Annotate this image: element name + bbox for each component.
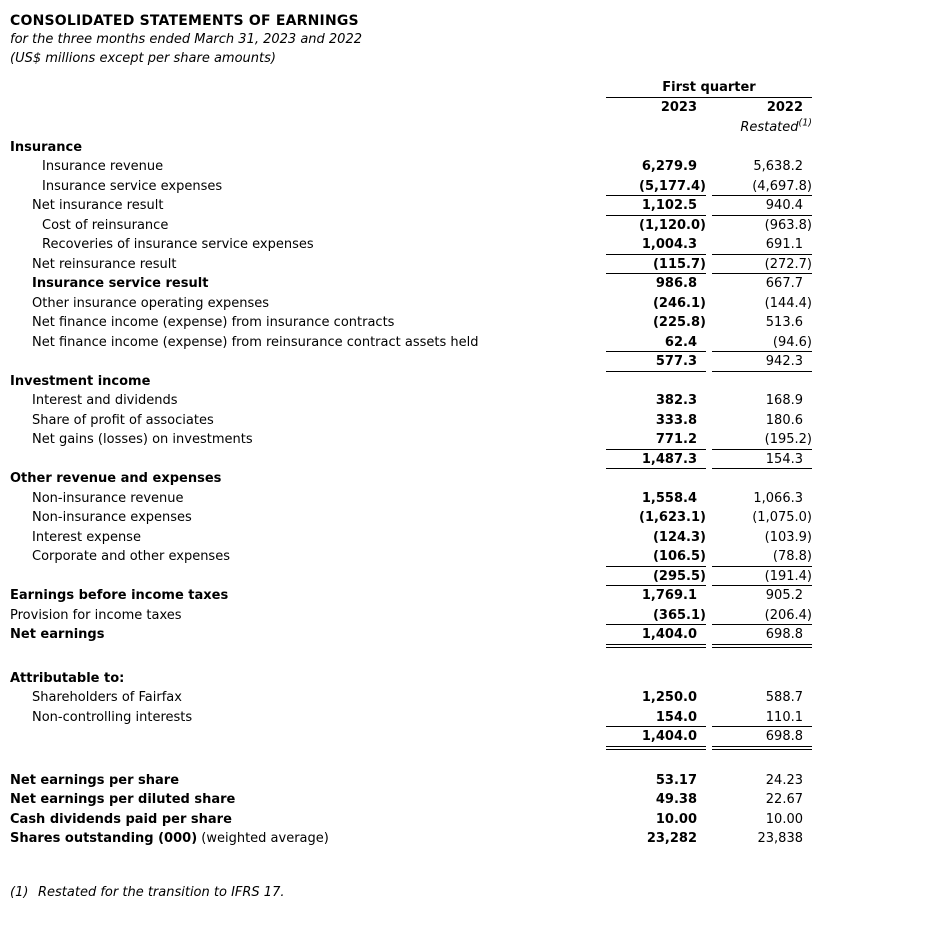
- table-row: [0, 333, 943, 353]
- row-label: [0, 216, 606, 236]
- row-label-text: Insurance: [10, 139, 83, 155]
- row-label: [0, 313, 606, 333]
- row-label-text: Insurance service result: [32, 276, 209, 291]
- row-label: [0, 708, 606, 728]
- table-row: [0, 157, 943, 177]
- value-2022: (272.7): [712, 255, 812, 275]
- value-2022: (78.8): [712, 547, 812, 567]
- units-subtitle: (US$ millions except per share amounts): [10, 50, 276, 66]
- row-label-text: Net earnings: [10, 627, 105, 642]
- value-2023: (295.5): [606, 567, 706, 587]
- row-label: [0, 688, 606, 708]
- row-label-text: Shares outstanding (000): [10, 831, 198, 846]
- table-row: [0, 352, 943, 372]
- row-label: [0, 829, 606, 849]
- value-2023: (115.7): [606, 255, 706, 275]
- restated-row: [0, 118, 943, 138]
- row-label: [0, 489, 606, 509]
- table-row: [0, 430, 943, 450]
- table-row: [0, 771, 943, 791]
- row-label: [0, 157, 606, 177]
- row-label-text: Share of profit of associates: [32, 412, 214, 428]
- value-2023: 577.3: [606, 352, 706, 372]
- row-label-text: Corporate and other expenses: [32, 549, 230, 564]
- footnote-marker: (1): [10, 884, 29, 900]
- value-2023: [606, 372, 706, 392]
- table-row: [0, 708, 943, 728]
- table-row: [0, 489, 943, 509]
- table-row: [0, 411, 943, 431]
- value-2022: 691.1: [712, 235, 812, 255]
- value-2022: 698.8: [712, 625, 812, 645]
- value-2022: [712, 669, 812, 689]
- value-2022: [712, 469, 812, 489]
- value-2022: 22.67: [765, 792, 803, 807]
- value-2022: 168.9: [765, 393, 803, 408]
- value-2023: 1,102.5: [606, 196, 706, 216]
- table-row: [0, 829, 943, 849]
- column-group-header: First quarter: [606, 78, 812, 98]
- row-label: [0, 771, 606, 791]
- value-2023: 23,282: [646, 831, 697, 846]
- row-label: [0, 294, 606, 314]
- table-row: [0, 727, 943, 747]
- row-label: [0, 255, 606, 275]
- row-label: [0, 528, 606, 548]
- row-label: [0, 567, 606, 587]
- value-2022: (206.4): [712, 606, 812, 626]
- value-2022: 698.8: [712, 727, 812, 747]
- value-2023: [606, 669, 706, 689]
- table-row: [0, 196, 943, 216]
- value-2022: 588.7: [765, 690, 803, 705]
- table-row: [0, 810, 943, 830]
- value-2022: (963.8): [764, 217, 812, 233]
- value-2023: 62.4: [606, 333, 706, 353]
- value-2022: 10.00: [765, 811, 803, 827]
- value-2023: (124.3): [652, 529, 706, 545]
- value-2023: 1,250.0: [641, 690, 697, 705]
- value-2023: 49.38: [655, 792, 697, 807]
- row-label: [0, 274, 606, 294]
- value-2022: (191.4): [712, 567, 812, 587]
- table-row: [0, 547, 943, 567]
- table-row: [0, 625, 943, 645]
- row-label: [0, 196, 606, 216]
- value-2023: [606, 138, 706, 158]
- table-row: [0, 528, 943, 548]
- row-label-text: Shareholders of Fairfax: [32, 690, 182, 705]
- row-label: [0, 235, 606, 255]
- value-2022: [712, 138, 812, 158]
- value-2022: 5,638.2: [753, 159, 803, 174]
- value-2023: 53.17: [655, 772, 697, 788]
- row-label-text: Interest expense: [32, 529, 141, 545]
- row-label-text: Cost of reinsurance: [42, 217, 169, 233]
- table-row: [0, 313, 943, 333]
- row-label: [0, 372, 606, 392]
- restated-superscript: (1): [798, 117, 812, 129]
- table-row: [0, 606, 943, 626]
- value-2023: 6,279.9: [641, 159, 697, 174]
- table-row: [0, 450, 943, 470]
- value-2023: 1,487.3: [606, 450, 706, 470]
- value-2022: 513.6: [765, 315, 803, 330]
- row-label-text: Recoveries of insurance service expenses: [42, 237, 314, 252]
- row-label-text: Net reinsurance result: [32, 256, 177, 272]
- value-2022: 110.1: [712, 708, 812, 728]
- value-2023: 10.00: [655, 811, 697, 827]
- table-row: [0, 138, 943, 158]
- value-2022: 180.6: [765, 412, 803, 428]
- value-2022: 23,838: [757, 831, 803, 846]
- value-2023: 1,404.0: [606, 727, 706, 747]
- row-label-suffix: (weighted average): [197, 831, 329, 846]
- row-label: [0, 430, 606, 450]
- row-label-text: Net gains (losses) on investments: [32, 432, 253, 447]
- spacer-row: [0, 645, 943, 669]
- value-2023: 154.0: [606, 708, 706, 728]
- value-2022: [712, 372, 812, 392]
- value-2022: (144.4): [764, 295, 812, 311]
- value-2022: 154.3: [712, 450, 812, 470]
- row-label-text: Interest and dividends: [32, 393, 178, 408]
- value-2023: 1,769.1: [641, 588, 697, 603]
- value-2023: (106.5): [606, 547, 706, 567]
- row-label: [0, 625, 606, 645]
- value-2023: 771.2: [606, 430, 706, 450]
- restated-label: Restated: [740, 119, 799, 135]
- value-2023: 1,558.4: [641, 490, 697, 506]
- period-subtitle: for the three months ended March 31, 2023 and 2022: [10, 32, 362, 47]
- row-label: [0, 727, 606, 747]
- column-years-row: [0, 98, 943, 118]
- table-row: [0, 688, 943, 708]
- earnings-table: [0, 78, 943, 849]
- value-2022: 905.2: [765, 588, 803, 603]
- row-label-text: Non-insurance revenue: [32, 490, 184, 506]
- value-2023: 333.8: [655, 412, 697, 428]
- value-2023: [606, 469, 706, 489]
- table-row: [0, 372, 943, 392]
- table-row: [0, 274, 943, 294]
- table-row: [0, 177, 943, 197]
- value-2022: 667.7: [765, 276, 803, 291]
- row-label: [0, 508, 606, 528]
- footnote: [0, 883, 943, 902]
- row-label-text: Net finance income (expense) from insurance contracts: [32, 315, 395, 330]
- table-rows: [0, 138, 943, 849]
- row-label: [0, 547, 606, 567]
- row-label-text: Non-controlling interests: [32, 709, 193, 725]
- row-label-text: Earnings before income taxes: [10, 588, 229, 603]
- page-title: CONSOLIDATED STATEMENTS OF EARNINGS: [10, 13, 359, 29]
- footnote-text: Restated for the transition to IFRS 17.: [38, 884, 285, 900]
- value-2023: (246.1): [652, 295, 706, 311]
- value-2022: 942.3: [712, 352, 812, 372]
- row-label: [0, 586, 606, 606]
- value-2023: (365.1): [606, 606, 706, 626]
- row-label-text: Net earnings per diluted share: [10, 792, 236, 807]
- value-2022: (1,075.0): [752, 510, 812, 525]
- row-label: [0, 469, 606, 489]
- row-label-text: Other insurance operating expenses: [32, 295, 270, 311]
- value-2022: (94.6): [712, 333, 812, 353]
- value-2022: (4,697.8): [712, 177, 812, 197]
- table-row: [0, 669, 943, 689]
- row-label-text: Net earnings per share: [10, 772, 180, 788]
- row-label-text: Insurance service expenses: [42, 178, 223, 194]
- value-2023: (1,120.0): [639, 217, 706, 233]
- row-label-text: Net insurance result: [32, 198, 164, 213]
- value-2023: 1,404.0: [606, 625, 706, 645]
- value-2023: 986.8: [655, 276, 697, 291]
- table-row: [0, 255, 943, 275]
- value-2023: (225.8): [652, 315, 706, 330]
- row-label: [0, 177, 606, 197]
- value-2022: (103.9): [764, 529, 812, 545]
- row-label-text: Investment income: [10, 373, 151, 389]
- value-2022: (195.2): [712, 430, 812, 450]
- table-row: [0, 235, 943, 255]
- row-label-text: Insurance revenue: [42, 159, 164, 174]
- value-2023: 382.3: [655, 393, 697, 408]
- row-label: [0, 669, 606, 689]
- value-2023: 1,004.3: [606, 235, 706, 255]
- table-row: [0, 567, 943, 587]
- value-2022: 1,066.3: [753, 490, 803, 506]
- row-label: [0, 606, 606, 626]
- document-header: [0, 0, 943, 68]
- row-label-text: Net finance income (expense) from reinsurance contract assets held: [32, 334, 479, 350]
- row-label: [0, 391, 606, 411]
- table-row: [0, 391, 943, 411]
- table-row: [0, 508, 943, 528]
- value-2023: (5,177.4): [606, 177, 706, 197]
- row-label: [0, 333, 606, 353]
- row-label-text: Attributable to:: [10, 670, 125, 686]
- table-row: [0, 469, 943, 489]
- column-header-2022: 2022: [766, 100, 803, 115]
- row-label-text: Cash dividends paid per share: [10, 811, 232, 827]
- value-2023: (1,623.1): [639, 510, 706, 525]
- row-label: [0, 450, 606, 470]
- value-2022: 24.23: [765, 772, 803, 788]
- row-label-text: Non-insurance expenses: [32, 510, 192, 525]
- spacer-row: [0, 747, 943, 771]
- value-2022: 940.4: [712, 196, 812, 216]
- row-label-text: Other revenue and expenses: [10, 471, 222, 486]
- row-label: [0, 790, 606, 810]
- row-label: [0, 411, 606, 431]
- restated-note: [712, 118, 812, 138]
- row-label: [0, 138, 606, 158]
- table-row: [0, 294, 943, 314]
- row-label: [0, 810, 606, 830]
- row-label-text: Provision for income taxes: [10, 607, 182, 623]
- table-row: [0, 586, 943, 606]
- column-header-2023: 2023: [660, 100, 697, 115]
- table-row: [0, 790, 943, 810]
- table-row: [0, 216, 943, 236]
- row-label: [0, 352, 606, 372]
- column-group-row: [0, 78, 943, 98]
